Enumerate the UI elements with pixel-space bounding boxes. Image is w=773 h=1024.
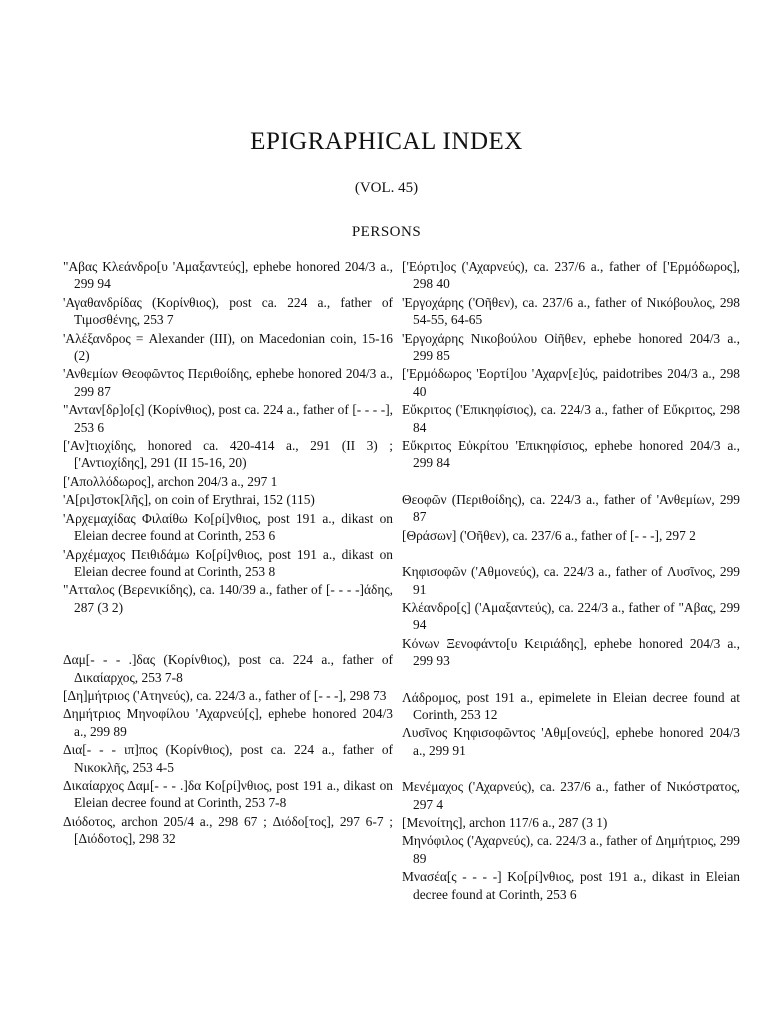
index-entry: Δημήτριος Μηνοφίλου 'Αχαρνεύ[ς], ephebe honored 204/3 a., 299 89: [63, 706, 393, 739]
index-entry: Κηφισοφῶν ('Αθμονεύς), ca. 224/3 a., father of Λυσῖνος, 299 91: [402, 564, 740, 597]
page-title: EPIGRAPHICAL INDEX: [250, 128, 523, 155]
index-entry: ['Εόρτι]ος ('Αχαρνεύς), ca. 237/6 a., father of ['Ερμόδωρος], 298 40: [402, 259, 740, 292]
index-entry: "Ανταν[δρ]ο[ς] (Κορίνθιος), post ca. 224 a., father of [- - - -], 253 6: [63, 402, 393, 435]
index-entry: Δαμ[- - - .]δας (Κορίνθιος), post ca. 224 a., father of Δικαίαρχος, 253 7-8: [63, 652, 393, 685]
index-entry: Εὔκριτος ('Επικηφίσιος), ca. 224/3 a., father of Εὔκριτος, 298 84: [402, 402, 740, 435]
index-entry: Εὔκριτος Εὐκρίτου 'Επικηφίσιος, ephebe honored 204/3 a., 299 84: [402, 438, 740, 471]
index-entry: 'Αρχεμαχίδας Φιλαίθω Κο[ρί]νθιος, post 191 a., dikast on Eleian decree found at Corinth, 253 6: [63, 510, 393, 544]
index-entry: 'Εργοχάρης Νικοβούλου Οἰῆθεν, ephebe honored 204/3 a., 299 85: [402, 330, 740, 364]
index-entry: Μηνόφιλος ('Αχαρνεύς), ca. 224/3 a., father of Δημήτριος, 299 89: [402, 833, 740, 866]
index-entry: Λυσῖνος Κηφισοφῶντος 'Αθμ[ονεύς], ephebe honored 204/3 a., 299 91: [402, 725, 740, 758]
index-entry: ['Ερμόδωρος 'Εορτί]ου 'Αχαρν[ε]ύς, paidotribes 204/3 a., 298 40: [402, 366, 740, 399]
index-entry: Κόνων Ξενοφάντο[υ Κειριάδης], ephebe honored 204/3 a., 299 93: [402, 635, 740, 669]
right-column: [402, 258, 740, 904]
index-entry: 'Εργοχάρης ('Οῆθεν), ca. 237/6 a., father of Νικόβουλος, 298 54-55, 64-65: [402, 294, 740, 328]
left-column: [63, 258, 393, 849]
group-spacer: [402, 545, 740, 563]
group-spacer: [402, 671, 740, 689]
index-entry: Δικαίαρχος Δαμ[- - - .]δα Κο[ρί]νθιος, post 191 a., dikast on Eleian decree found at Corinth, 253 7-8: [63, 777, 393, 811]
index-entry: ['Αν]τιοχίδης, honored ca. 420-414 a., 291 (II 3) ; ['Αντιοχίδης], 291 (II 15-16, 20): [63, 438, 393, 471]
index-entry: 'Ανθεμίων Θεοφῶντος Περιθοίδης, ephebe honored 204/3 a., 299 87: [63, 366, 393, 399]
index-entry: 'Αρχέμαχος Πειθιδάμω Κο[ρί]νθιος, post 191 a., dikast on Eleian decree found at Corinth, 253 8: [63, 546, 393, 579]
group-spacer: [402, 473, 740, 491]
index-entry: 'Α[ρι]στοκ[λῆς], on coin of Erythrai, 152 (115): [63, 492, 315, 508]
index-entry: [Μενοίτης], archon 117/6 a., 287 (3 1): [402, 814, 608, 830]
index-entry: [Δη]μήτριος ('Ατηνεύς), ca. 224/3 a., father of [- - -], 298 73: [63, 687, 387, 703]
index-entry: ['Απολλόδωρος], archon 204/3 a., 297 1: [63, 473, 278, 489]
index-entry: Δια[- - - ιπ]πος (Κορίνθιος), post ca. 224 a., father of Νικοκλῆς, 253 4-5: [63, 742, 393, 775]
index-entry: Διόδοτος, archon 205/4 a., 298 67 ; Διόδο[τος], 297 6-7 ; [Διόδοτος], 298 32: [63, 813, 393, 847]
index-entry: Λάδρομος, post 191 a., epimelete in Eleian decree found at Corinth, 253 12: [402, 689, 740, 722]
index-entry: 'Αγαθανδρίδας (Κορίνθιος), post ca. 224 a., father of Τιμοσθένης, 253 7: [63, 294, 393, 328]
volume-label: (VOL. 45): [354, 180, 419, 196]
index-entry: Μενέμαχος ('Αχαρνεύς), ca. 237/6 a., father of Νικόστρατος, 297 4: [402, 779, 740, 812]
index-entry: "Αβας Κλεάνδρο[υ 'Αμαξαντεύς], ephebe honored 204/3 a., 299 94: [63, 259, 393, 292]
index-entry: Κλέανδρο[ς] ('Αμαξαντεύς), ca. 224/3 a., father of "Αβας, 299 94: [402, 599, 740, 633]
index-entry: "Ατταλος (Βερενικίδης), ca. 140/39 a., father of [- - - -]άδης, 287 (3 2): [63, 582, 393, 615]
index-entry: [Θράσων] ('Οῆθεν), ca. 237/6 a., father of [- - -], 297 2: [402, 527, 696, 543]
index-entry: Μνασέα[ς - - - -] Κο[ρί]νθιος, post 191 a., dikast in Eleian decree found at Corinth, 253 6: [402, 869, 740, 902]
section-heading: PERSONS: [351, 224, 422, 240]
index-entry: Θεοφῶν (Περιθοίδης), ca. 224/3 a., father of 'Ανθεμίων, 299 87: [402, 491, 740, 525]
group-spacer: [63, 617, 393, 651]
index-entry: 'Αλέξανδρος = Alexander (III), on Macedonian coin, 15-16 (2): [63, 330, 393, 364]
group-spacer: [402, 760, 740, 778]
